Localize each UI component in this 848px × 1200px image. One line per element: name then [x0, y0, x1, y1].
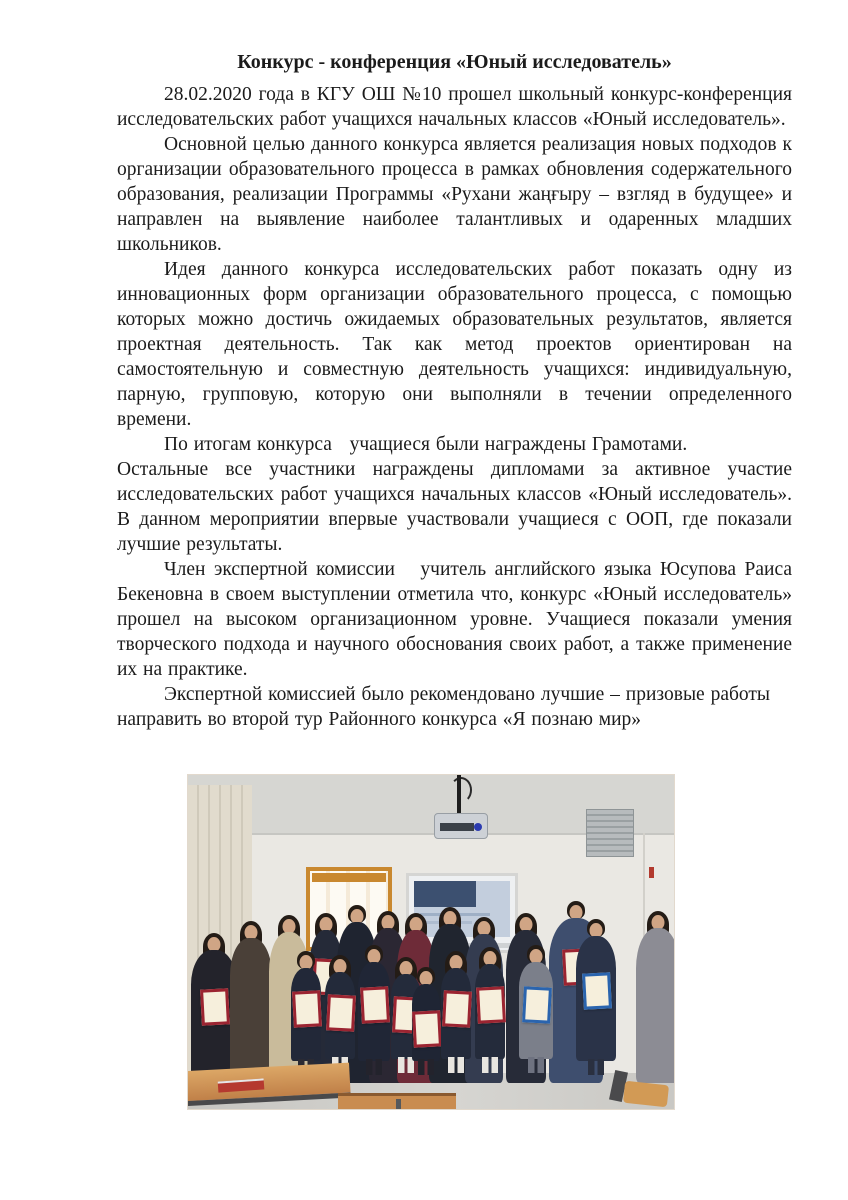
document-title: Конкурс - конференция «Юный исследователь»: [237, 51, 672, 73]
paragraph-6: Член экспертной комиссии учитель английского языка Юсупова Раиса Бекеновна в своем выступлении отметила что, конкурс «Юный исследователь» прошел на высоком организационном уровне. Учащиеся показали умения творческого подхода и научного обоснования своих работ, а также применение их на практике.: [117, 559, 792, 680]
photo-people-layer: [188, 775, 674, 1109]
person-legs: [482, 1057, 498, 1073]
certificate: [360, 986, 390, 1023]
photo-person: [230, 921, 272, 1083]
person-legs: [366, 1059, 382, 1075]
photo-person: [441, 951, 471, 1059]
person-body: [636, 928, 675, 1083]
paragraph-2: Основной целью данного конкурса является реализация новых подходов к организации образовательного процесса в рамках обновления содержательного образования, реализации Программы «Рухани жаңғыру – взгляд в будущее» и направлен на выявление наиболее талантливых и одаренных младших школьников.: [117, 134, 792, 255]
group-photo: [187, 774, 675, 1110]
certificate: [412, 1010, 442, 1047]
photo-person: [576, 919, 616, 1061]
paragraph-7: Экспертной комиссией было рекомендовано лучшие – призовые работы направить во второй тур Районного конкурса «Я познаю мир»: [117, 684, 771, 730]
certificate: [200, 988, 230, 1025]
certificate: [292, 990, 322, 1027]
certificate: [442, 990, 472, 1027]
certificate: [326, 994, 356, 1031]
photo-bag: [623, 1081, 669, 1107]
person-legs: [528, 1057, 544, 1073]
paragraph-4: По итогам конкурса учащиеся были награждены Грамотами.: [164, 434, 688, 455]
certificate: [582, 972, 612, 1009]
photo-person: [636, 911, 675, 1083]
photo-person: [358, 945, 390, 1061]
person-body: [230, 938, 272, 1083]
photo-person: [475, 947, 505, 1059]
person-legs: [588, 1059, 604, 1075]
photo-person: [519, 945, 553, 1059]
photo-desk-leg: [396, 1099, 401, 1110]
certificate: [522, 986, 552, 1023]
certificate: [476, 986, 506, 1023]
photo-person: [412, 967, 440, 1061]
person-legs: [418, 1059, 434, 1075]
paragraph-3: Идея данного конкурса исследовательских работ показать одну из инновационных форм организации образовательного процесса, с помощью которых можно достичь ожидаемых образовательных результатов, является проектная деятельность. Так как метод проектов ориентирован на самостоятельную и совместную деятельность учащихся: индивидуальную, парную, групповую, которую они выполняли в течении определенного времени.: [117, 259, 792, 430]
paragraph-1: 28.02.2020 года в КГУ ОШ №10 прошел школьный конкурс-конференция исследовательских работ учащихся начальных классов «Юный исследователь».: [117, 84, 792, 130]
photo-person: [291, 951, 321, 1061]
person-legs: [448, 1057, 464, 1073]
text-block: [117, 50, 792, 732]
photo-person: [325, 955, 355, 1059]
paragraph-5: Остальные все участники награждены дипломами за активное участие исследовательских работ учащихся начальных классов «Юный исследователь». В данном мероприятии впервые участвовали учащиеся с ООП, где показали лучшие результаты.: [117, 459, 792, 555]
